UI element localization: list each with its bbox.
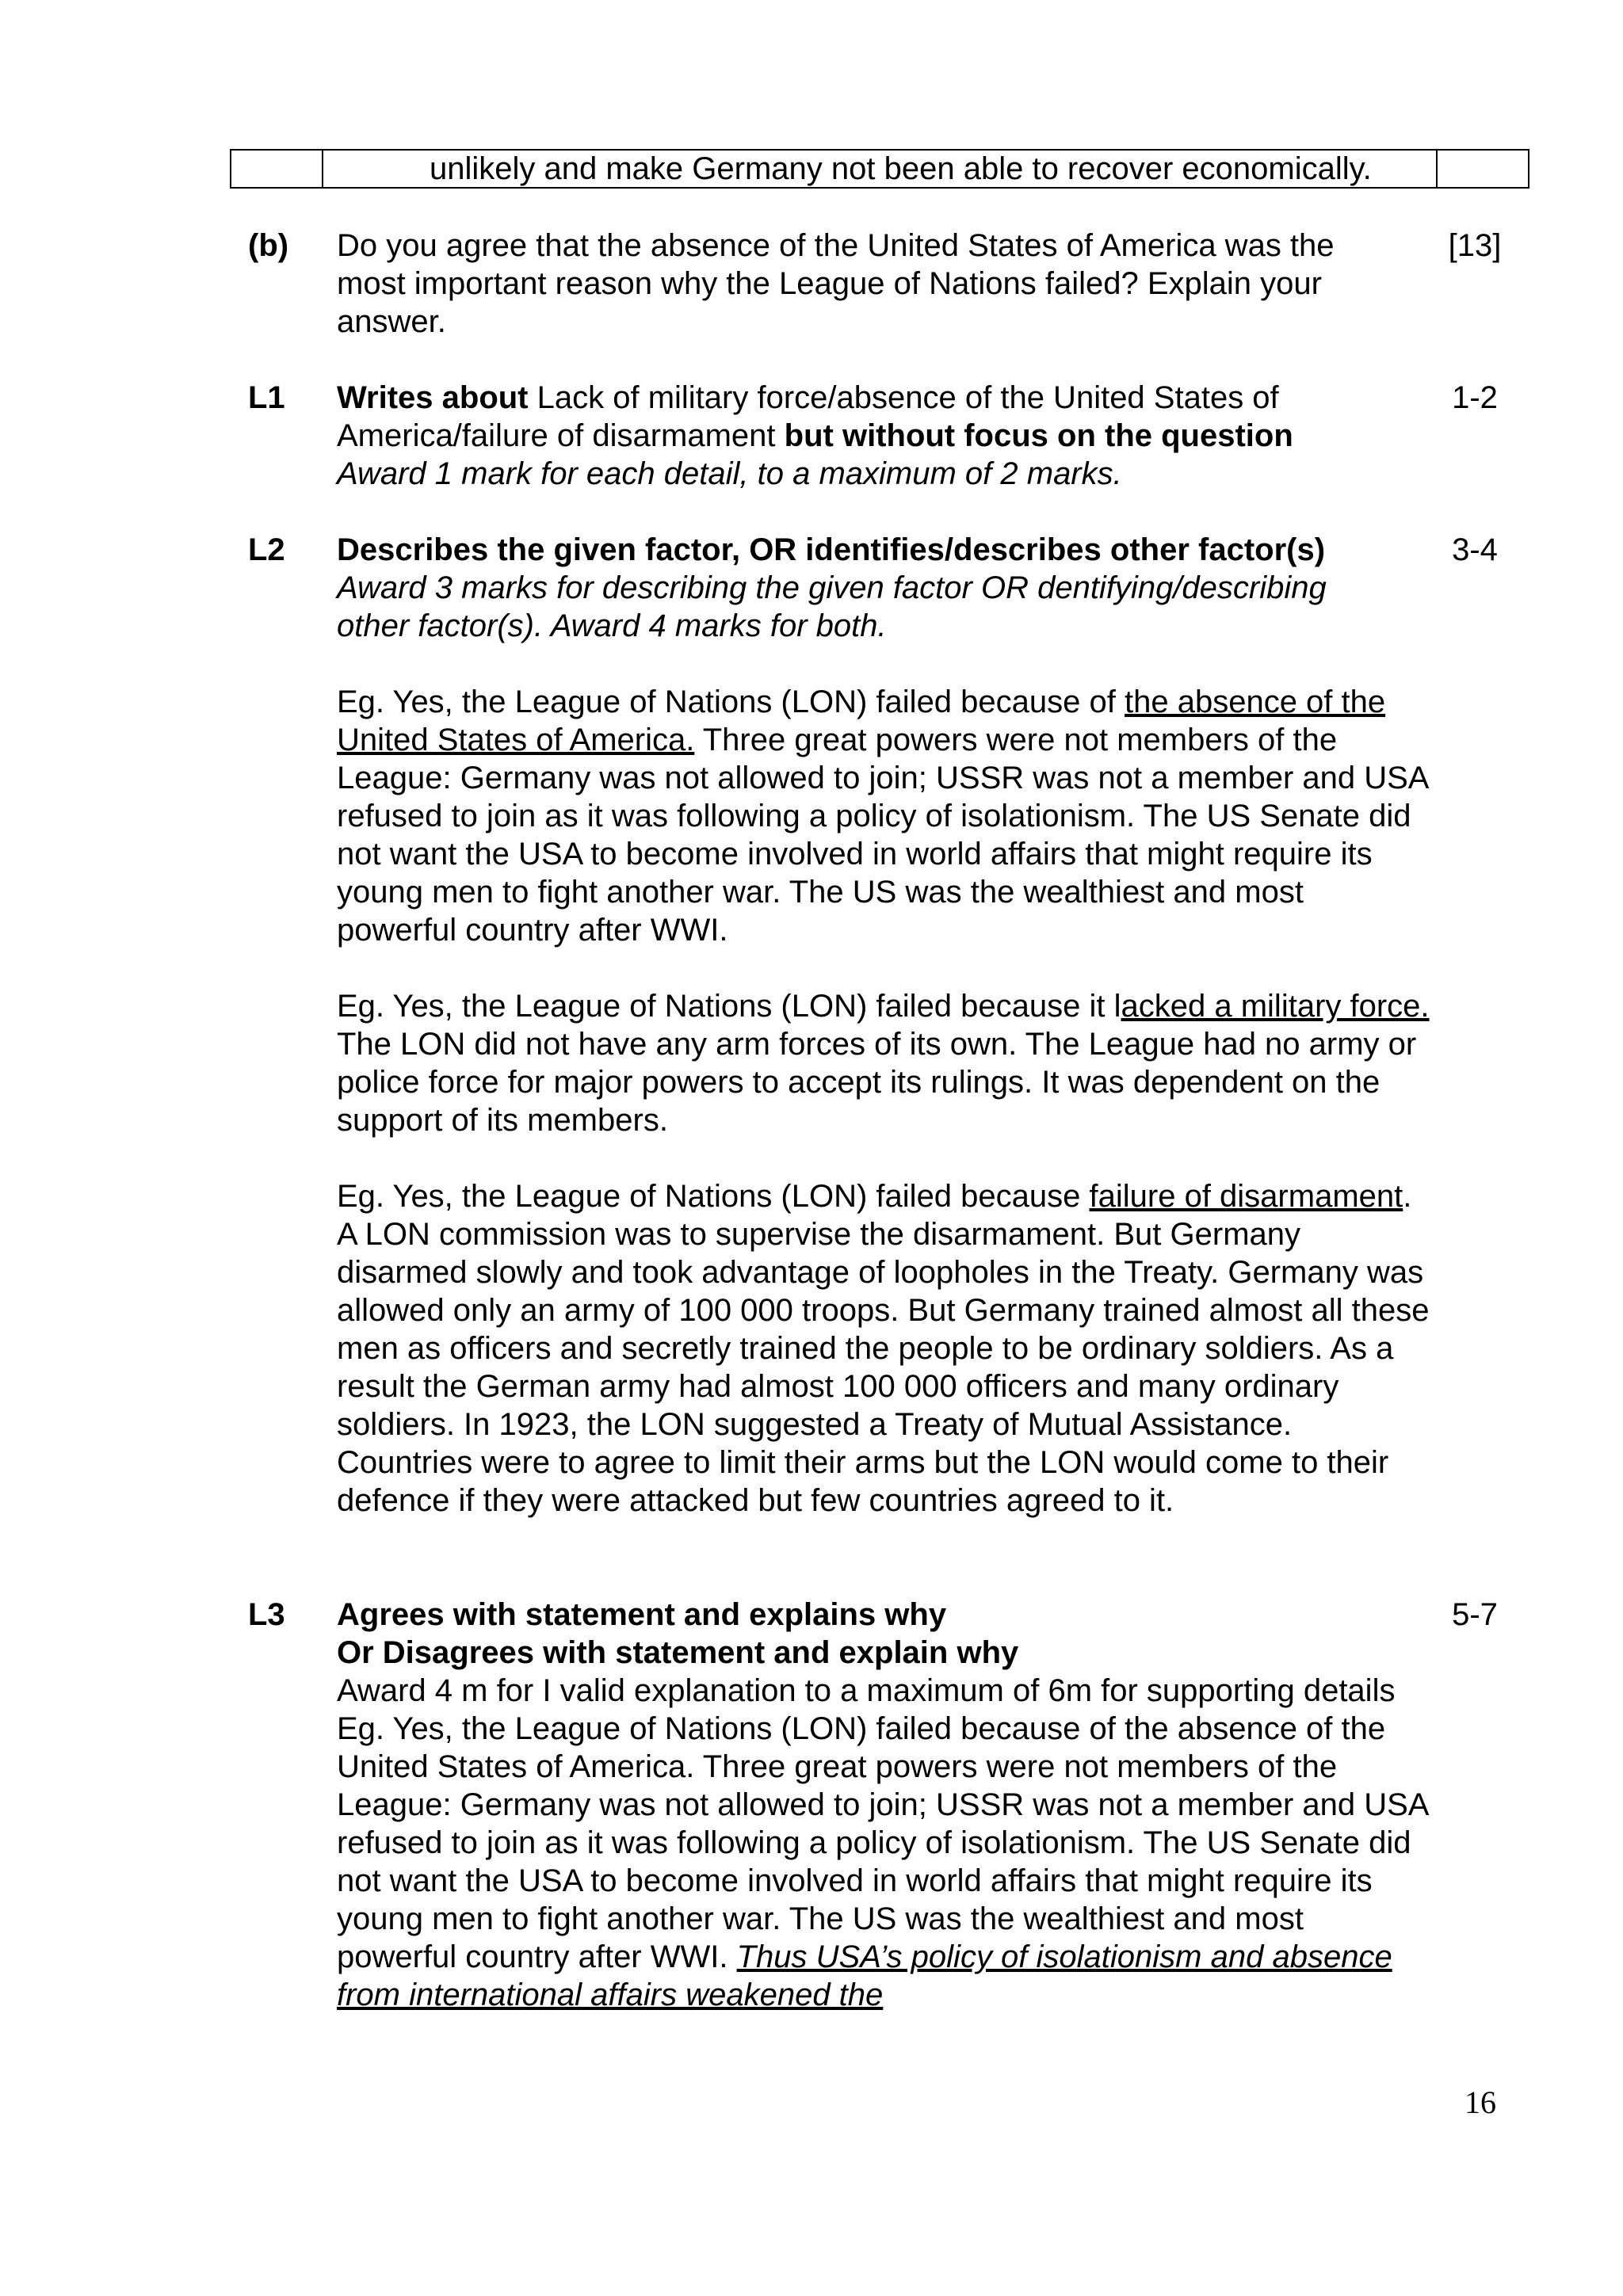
level2-example-1-pre: Eg. Yes, the League of Nations (LON) failed because of bbox=[337, 685, 1125, 719]
table-cell-text bbox=[323, 151, 1438, 187]
table-cell-marks bbox=[1438, 151, 1528, 187]
level2-marks: 3-4 bbox=[1452, 532, 1498, 567]
level2-example-1-post: Three great powers were not members of the League: Germany was not allowed to join; USSR was not a member and USA refused to join as it was following a policy of isolationism. The US Senate did not want the USA to become involved in world affairs that might require its young men to fight another war. The US was the wealthiest and most powerful country after WWI. bbox=[337, 723, 1428, 948]
level2-example-3 bbox=[337, 1177, 1430, 1520]
level1-marks: 1-2 bbox=[1452, 380, 1498, 415]
level2-example-2 bbox=[337, 987, 1430, 1139]
level2-example-3-post: . A LON commission was to supervise the disarmament. But Germany disarmed slowly and took advantage of loopholes in the Treaty. Germany was allowed only an army of 100 000 troops. But Germany trained almost all these men as officers and secretly trained the people to be ordinary soldiers. As a result the German army had almost 100 000 officers and many ordinary soldiers. In 1923, the LON suggested a Treaty of Mutual Assistance. Countries were to agree to limit their arms but the LON would come to their defence if they were attacked but few countries agreed to it. bbox=[337, 1179, 1430, 1518]
level2-text bbox=[337, 531, 1430, 645]
level3-heading-1: Agrees with statement and explains why bbox=[337, 1597, 947, 1632]
level1-lead-bold2: but without focus on the question bbox=[784, 418, 1293, 453]
level2-example-3-pre: Eg. Yes, the League of Nations (LON) failed because bbox=[337, 1179, 1090, 1214]
level2-example-2-post: The LON did not have any arm forces of its own. The League had no army or police force for major powers to accept its rulings. It was dependent on the support of its members. bbox=[337, 1027, 1417, 1138]
level2-heading: Describes the given factor, OR identifies/describes other factor(s) bbox=[337, 532, 1326, 567]
level2-note: Award 3 marks for describing the given factor OR dentifying/describing other factor(s). Award 4 marks for both. bbox=[337, 570, 1327, 643]
level1-lead-bold: Writes about bbox=[337, 380, 529, 415]
level3-example-italic-underlined: Thus USA’s policy of isolationism and absence from international affairs weakened the bbox=[337, 1939, 1392, 2012]
level1-note: Award 1 mark for each detail, to a maximum of 2 marks. bbox=[337, 456, 1122, 491]
page-number: 16 bbox=[1465, 2084, 1496, 2120]
level1-lead-rest: Lack of military force/absence of the United States of America/failure of disarmament bbox=[337, 380, 1279, 453]
level2-example-2-pre: Eg. Yes, the League of Nations (LON) failed because it l bbox=[337, 989, 1121, 1024]
level2-example-3-underlined: failure of disarmament bbox=[1089, 1179, 1403, 1214]
table-cell-text-content: unlikely and make Germany not been able to recover economically. bbox=[430, 151, 1372, 186]
table-cell-label bbox=[231, 151, 323, 187]
level2-example-1 bbox=[337, 683, 1430, 949]
level1-text bbox=[337, 379, 1430, 493]
question-b-text: Do you agree that the absence of the United States of America was the most important reason why the League of Nations failed? Explain your answer. bbox=[337, 228, 1335, 339]
table-row-continuation bbox=[230, 149, 1529, 189]
question-b-label: (b) bbox=[248, 228, 289, 263]
level2-example-2-underlined: acked a military force. bbox=[1121, 989, 1430, 1024]
level3-label: L3 bbox=[248, 1597, 285, 1632]
level3-heading-2: Or Disagrees with statement and explain why bbox=[337, 1635, 1019, 1670]
level3-note: Award 4 m for I valid explanation to a maximum of 6m for supporting details bbox=[337, 1673, 1396, 1708]
level3-text bbox=[337, 1596, 1430, 2014]
level3-marks: 5-7 bbox=[1452, 1597, 1498, 1632]
level1-label: L1 bbox=[248, 380, 285, 415]
level2-label: L2 bbox=[248, 532, 285, 567]
level2-example-1-underlined: the absence of the United States of America. bbox=[337, 685, 1386, 757]
level3-example-pre: Eg. Yes, the League of Nations (LON) failed because of the absence of the United States of America. Three great powers were not members of the League: Germany was not allowed to join; USSR was not a member and USA refused to join as it was following a policy of isolationism. The US Senate did not want the USA to become involved in world affairs that might require its young men to fight another war. The US was the wealthiest and most powerful country after WWI. bbox=[337, 1711, 1428, 1974]
question-b-marks: [13] bbox=[1448, 228, 1502, 263]
